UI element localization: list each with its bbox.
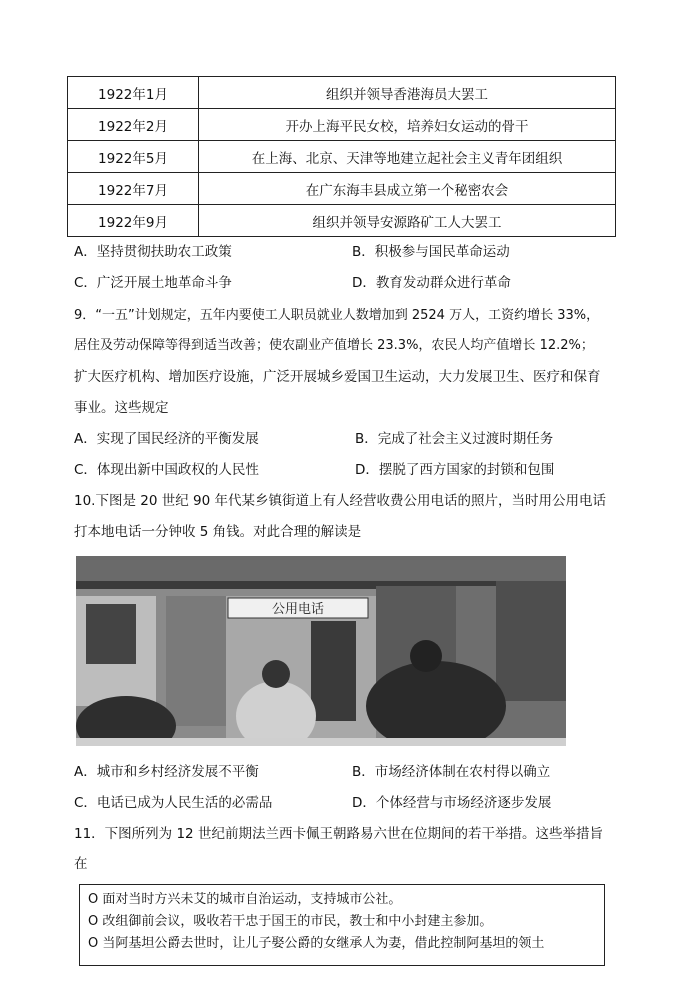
option-b: B．市场经济体制在农村得以确立 — [352, 764, 551, 780]
option-a: A．实现了国民经济的平衡发展 — [74, 431, 259, 447]
measures-box — [79, 884, 605, 966]
events-table — [67, 76, 616, 237]
option-c: C．广泛开展土地革命斗争 — [74, 275, 232, 291]
event-cell: 开办上海平民女校，培养妇女运动的骨干 — [199, 109, 616, 141]
street-phone-photo — [76, 556, 566, 746]
table-row — [68, 141, 616, 173]
event-cell: 组织并领导安源路矿工人大罢工 — [199, 205, 616, 237]
date-cell: 1922年2月 — [68, 109, 199, 141]
option-c: C．电话已成为人民生活的必需品 — [74, 795, 273, 811]
question-10-text: 10.下图是 20 世纪 90 年代某乡镇街道上有人经营收费公用电话的照片，当时用公用电话 — [74, 493, 606, 509]
event-cell: 在上海、北京、天津等地建立起社会主义青年团组织 — [199, 141, 616, 173]
option-d: D．个体经营与市场经济逐步发展 — [352, 795, 552, 811]
table-row — [68, 109, 616, 141]
option-b: B．完成了社会主义过渡时期任务 — [355, 431, 554, 447]
date-cell: 1922年5月 — [68, 141, 199, 173]
option-b: B．积极参与国民革命运动 — [352, 244, 510, 260]
date-cell: 1922年9月 — [68, 205, 199, 237]
table-row — [68, 173, 616, 205]
option-a: A．坚持贯彻扶助农工政策 — [74, 244, 232, 260]
option-a: A．城市和乡村经济发展不平衡 — [74, 764, 259, 780]
question-9-text: 居住及劳动保障等得到适当改善；使农副业产值增长 23.3%，农民人均产值增长 12.2%； — [74, 338, 594, 353]
question-11-text: 11．下图所列为 12 世纪前期法兰西卡佩王朝路易六世在位期间的若干举措。这些举措旨 — [74, 826, 603, 842]
option-d: D．教育发动群众进行革命 — [352, 275, 511, 291]
event-cell: 组织并领导香港海员大罢工 — [199, 77, 616, 109]
question-9-text: 扩大医疗机构、增加医疗设施，广泛开展城乡爱国卫生运动，大力发展卫生、医疗和保育 — [74, 369, 601, 385]
question-9-text: 9．“一五”计划规定，五年内要使工人职员就业人数增加到 2524 万人，工资约增长 33%， — [74, 308, 600, 323]
option-c: C．体现出新中国政权的人民性 — [74, 462, 259, 478]
option-d: D．摆脱了西方国家的封锁和包围 — [355, 462, 555, 478]
table-row — [68, 77, 616, 109]
date-cell: 1922年7月 — [68, 173, 199, 205]
measure-item: O 面对当时方兴未艾的城市自治运动，支持城市公社。 — [88, 892, 402, 907]
question-11-text: 在 — [74, 856, 88, 872]
question-10-text: 打本地电话一分钟收 5 角钱。对此合理的解读是 — [74, 524, 362, 540]
table-row — [68, 205, 616, 237]
measure-item: O 改组御前会议，吸收若干忠于国王的市民，教士和中小封建主参加。 — [88, 914, 493, 929]
measure-item: O 当阿基坦公爵去世时，让儿子娶公爵的女继承人为妻，借此控制阿基坦的领土 — [88, 936, 545, 951]
event-cell: 在广东海丰县成立第一个秘密农会 — [199, 173, 616, 205]
question-9-text: 事业。这些规定 — [74, 400, 169, 416]
sign-text: 公用电话 — [271, 602, 325, 617]
date-cell: 1922年1月 — [68, 77, 199, 109]
